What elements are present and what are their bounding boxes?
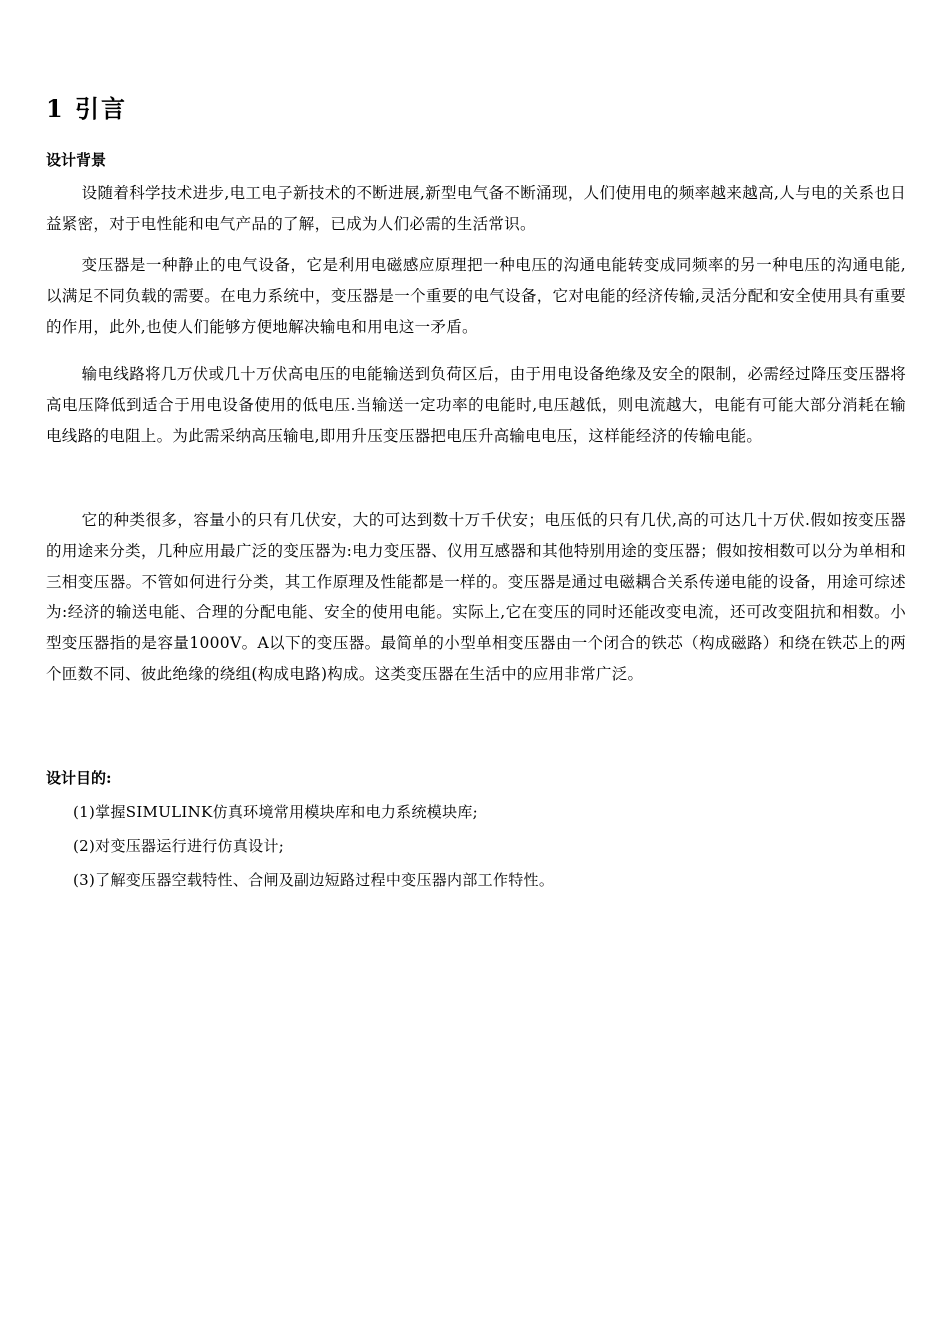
goal-item-2: (2)对变压器运行进行仿真设计; [73, 837, 285, 855]
section-heading-background: 设计背景 [46, 151, 107, 169]
background-paragraph-4: 它的种类很多，容量小的只有几伏安，大的可达到数十万千伏安；电压低的只有几伏,高的可达几十万伏.假如按变压器的用途来分类，几种应用最广泛的变压器为:电力变压器、仪用互感器和其他特别用途的变压器；假如按相数可以分为单相和三相变压器。不管如何进行分类，其工作原理及性能都是一样的。变压器是通过电磁耦合关系传递电能的设备，用途可综述为:经济的输送电能、合理的分配电能、安全的使用电能。实际上,它在变压的同时还能改变电流，还可改变阻抗和相数。小型变压器指的是容量1000V。A以下的变压器。最简单的小型单相变压器由一个闭合的铁芯（构成磁路）和绕在铁芯上的两个匝数不同、彼此绝缘的绕组(构成电路)构成。这类变压器在生活中的应用非常广泛。 [46, 511, 906, 683]
goal-item-1: (1)掌握SIMULINK仿真环境常用模块库和电力系统模块库; [73, 803, 479, 821]
section-heading-goals: 设计目的: [46, 769, 112, 787]
chapter-title: 1 引言 [46, 94, 128, 123]
background-paragraph-3: 输电线路将几万伏或几十万伏高电压的电能输送到负荷区后，由于用电设备绝缘及安全的限制，必需经过降压变压器将高电压降低到适合于用电设备使用的低电压.当输送一定功率的电能时,电压越低，则电流越大，电能有可能大部分消耗在输电线路的电阻上。为此需采纳高压输电,即用升压变压器把电压升高输电电压，这样能经济的传输电能。 [46, 365, 906, 445]
background-paragraph-2: 变压器是一种静止的电气设备，它是利用电磁感应原理把一种电压的沟通电能转变成同频率的另一种电压的沟通电能,以满足不同负载的需要。在电力系统中，变压器是一个重要的电气设备，它对电能的经济传输,灵活分配和安全使用具有重要的作用，此外,也使人们能够方便地解决输电和用电这一矛盾。 [46, 256, 906, 336]
background-paragraph-1: 设随着科学技术进步,电工电子新技术的不断进展,新型电气备不断涌现，人们使用电的频率越来越高,人与电的关系也日益紧密，对于电性能和电气产品的了解，已成为人们必需的生活常识。 [46, 184, 906, 233]
goal-item-3: (3)了解变压器空载特性、合闸及副边短路过程中变压器内部工作特性。 [73, 871, 555, 889]
